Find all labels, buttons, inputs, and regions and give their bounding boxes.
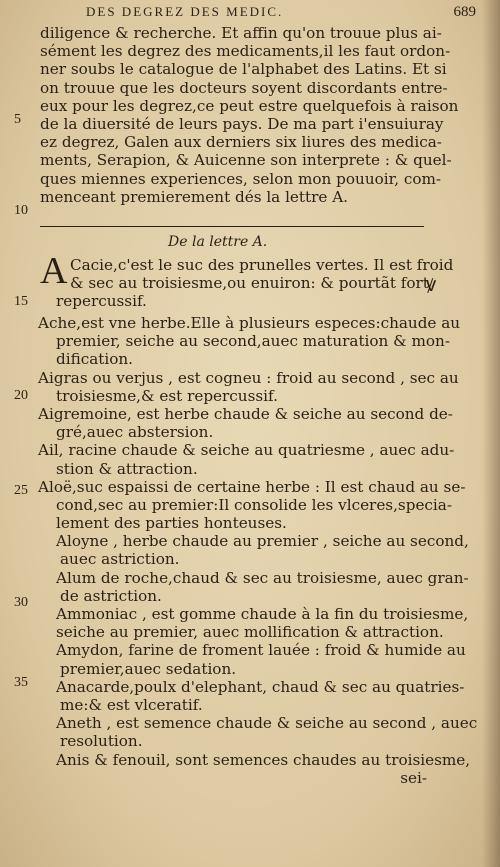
margin-line-number: 25	[14, 483, 28, 498]
entry-acacie	[70, 256, 454, 293]
entry-line: me:& est vlceratif.	[60, 695, 203, 714]
entry-first-line: Anacarde,poulx d'elephant, chaud & sec au quatries-	[56, 677, 465, 696]
margin-line-number: 5	[14, 112, 21, 127]
text-line: menceant premierement dés la lettre A.	[40, 187, 348, 206]
entry-first-line: Aneth , est semence chaude & seiche au second , auec	[56, 714, 478, 733]
text-line: eux pour les degrez,ce peut estre quelquefois à raison	[40, 96, 459, 115]
entry-line: gré,auec abstersion.	[56, 423, 214, 442]
entry-line: seiche au premier, auec mollification & attraction.	[56, 623, 444, 642]
marginal-mark: ꝟ	[426, 272, 437, 296]
entry-first-line: Ache,est vne herbe.Elle à plusieurs especes:chaude au	[38, 314, 461, 332]
entry-first-line: Anis & fenouil, sont semences chaudes au troisiesme,	[56, 750, 471, 769]
entry-acacie-tail	[56, 292, 451, 310]
text-line: ner soubs le catalogue de l'alphabet des Latins. Et si	[40, 60, 447, 79]
section-title: De la lettre A.	[168, 234, 268, 250]
text-line: diligence & recherche. Et affin qu'on trouue plus ai-	[40, 24, 442, 42]
entry-line: resolution.	[60, 732, 143, 751]
entry-line: stion & attraction.	[56, 459, 198, 478]
page-gutter-shadow	[482, 0, 500, 867]
entry-first-line: Aloë,suc espaissi de certaine herbe : Il est chaud au se-	[38, 477, 466, 496]
dictionary-entries	[38, 314, 478, 787]
page-header	[86, 4, 484, 22]
entry-first-line: Alum de roche,chaud & sec au troisiesme, auec gran-	[56, 568, 469, 587]
entry-line: auec astriction.	[60, 550, 180, 569]
entry-line: lement des parties honteuses.	[56, 514, 287, 533]
entry-first-line: Aloyne , herbe chaude au premier , seiche au second,	[56, 532, 469, 551]
drop-cap: A	[40, 250, 68, 292]
entry-line: premier,auec sedation.	[60, 659, 237, 678]
entry-line: repercussif.	[56, 292, 147, 310]
text-line: on trouue que les docteurs soyent discordants entre-	[40, 78, 448, 97]
text-line: ques miennes experiences, selon mon pouuoir, com-	[40, 169, 442, 188]
entry-line: dification.	[56, 350, 133, 369]
section-rule	[40, 226, 424, 227]
margin-line-number: 15	[14, 294, 28, 309]
entry-line: cond,sec au premier:Il consolide les vlceres,specia-	[56, 495, 452, 514]
text-line: de la diuersité de leurs pays. De ma part i'ensuiuray	[40, 114, 444, 133]
catchword: sei-	[400, 768, 427, 787]
page-number: 689	[453, 4, 476, 20]
entry-line: de astriction.	[60, 586, 162, 605]
text-line: ez degrez, Galen aux derniers six liures des medica-	[40, 133, 442, 152]
entry-line: & sec au troisiesme,ou enuiron: & pourtãt fort	[70, 274, 429, 293]
entry-first-line: Ammoniac , est gomme chaude à la fin du troisiesme,	[56, 605, 469, 623]
intro-paragraph	[40, 24, 459, 206]
entry-first-line: Cacie,c'est le suc des prunelles vertes. Il est froid	[70, 256, 454, 274]
margin-line-number: 10	[14, 203, 28, 218]
entry-first-line: Aigremoine, est herbe chaude & seiche au second de-	[38, 404, 453, 423]
margin-line-number: 35	[14, 675, 28, 690]
entry-line: troisiesme,& est repercussif.	[56, 386, 278, 405]
entry-first-line: Amydon, farine de froment lauée : froid & humide au	[56, 641, 466, 660]
entry-line: premier, seiche au second,auec maturation & mon-	[56, 332, 450, 351]
text-line: ments, Serapion, & Auicenne son interprete : & quel-	[40, 151, 452, 170]
margin-line-number: 20	[14, 388, 28, 403]
running-title: DES DEGREZ DES MEDIC.	[86, 4, 284, 19]
text-line: sément les degrez des medicaments,il les faut ordon-	[40, 42, 451, 61]
margin-line-number: 30	[14, 595, 28, 610]
entry-first-line: Ail, racine chaude & seiche au quatriesme , auec adu-	[38, 441, 455, 460]
entry-first-line: Aigras ou verjus , est cogneu : froid au second , sec au	[38, 368, 459, 387]
